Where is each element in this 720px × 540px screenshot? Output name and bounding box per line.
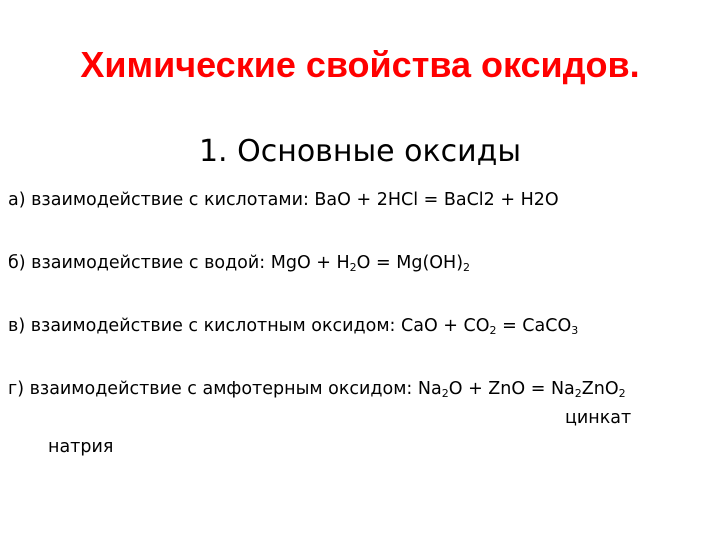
property-acids-equation: BaO + 2HCl = BaCl2 + H2O (314, 190, 559, 210)
equation-part: ZnO (581, 379, 619, 399)
property-acidic-oxide-label: в) взаимодействие с кислотным оксидом: (8, 316, 401, 336)
property-acidic-oxide (8, 316, 578, 336)
subscript: 2 (441, 387, 449, 400)
slide-title: Химические свойства оксидов. (80, 44, 640, 85)
subscript: 2 (489, 324, 497, 337)
property-amphoteric-oxide (8, 379, 626, 399)
equation-part: Na (417, 379, 442, 399)
subscript: 2 (349, 261, 357, 274)
slide-subtitle: 1. Основные оксиды (198, 134, 522, 169)
subscript: 3 (571, 324, 579, 337)
equation-part: = CaCO (496, 316, 572, 336)
equation-part: MgO + H (270, 253, 350, 273)
subscript: 2 (618, 387, 626, 400)
subscript: 2 (574, 387, 582, 400)
product-caption-line1: цинкат (565, 408, 632, 428)
property-amphoteric-oxide-label: г) взаимодействие с амфотерным оксидом: (8, 379, 418, 399)
equation-part: O + ZnO = Na (448, 379, 575, 399)
property-acids (8, 190, 559, 210)
property-acids-label: а) взаимодействие с кислотами: (8, 190, 315, 210)
equation-part: CaO + CO (401, 316, 490, 336)
product-caption-line2: натрия (48, 437, 114, 457)
property-water (8, 253, 470, 273)
property-water-label: б) взаимодействие с водой: (8, 253, 271, 273)
subscript: 2 (463, 261, 471, 274)
equation-part: O = Mg(OH) (356, 253, 464, 273)
